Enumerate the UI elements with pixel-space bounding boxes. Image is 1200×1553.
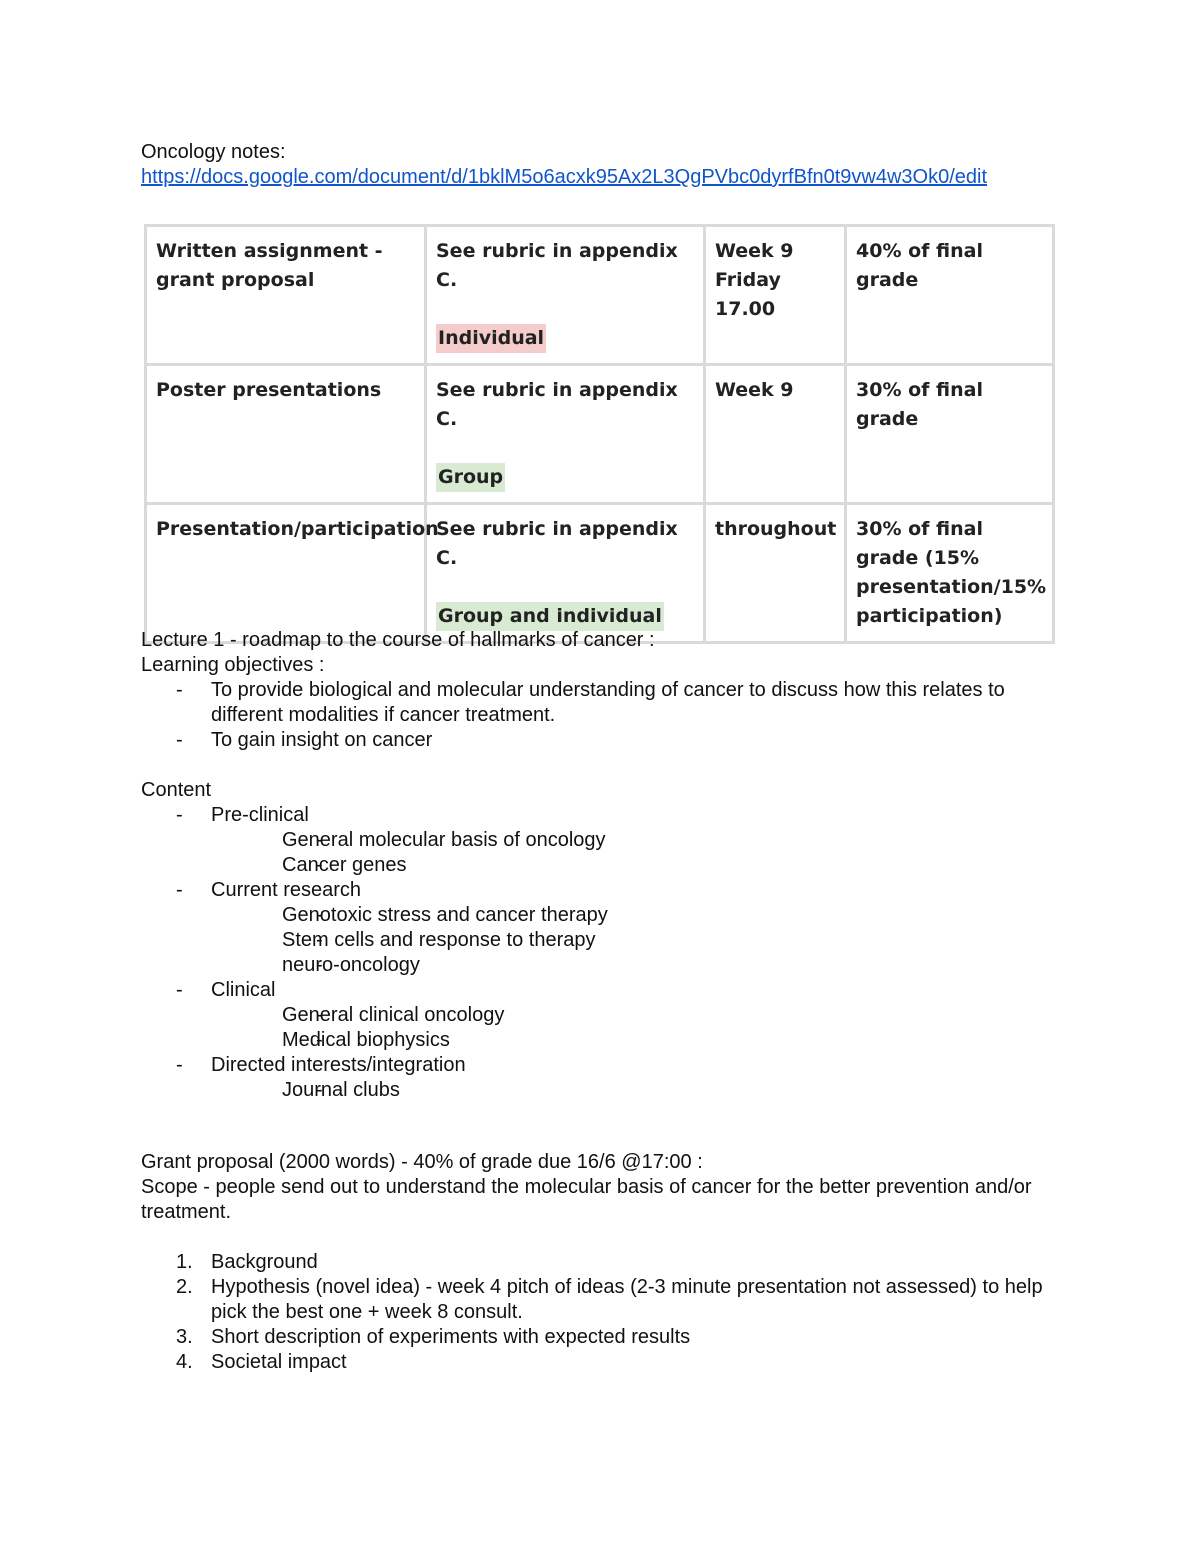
list-item: - To gain insight on cancer — [141, 728, 1071, 753]
sub-list — [211, 903, 1071, 978]
step-number: 2. — [176, 1276, 193, 1298]
content-list — [141, 803, 1071, 1103]
content-section — [141, 778, 1071, 1103]
assessment-type-badge: Individual — [436, 324, 546, 353]
list-item — [141, 803, 1071, 878]
content-group-title: Clinical — [211, 979, 276, 1001]
table-row — [146, 226, 1054, 365]
list-item: - Stem cells and response to therapy — [211, 928, 1071, 953]
list-item: - Medical biophysics — [211, 1028, 1071, 1053]
lecture-heading: Lecture 1 - roadmap to the course of hallmarks of cancer : — [141, 629, 655, 651]
list-item — [141, 878, 1071, 978]
grant-heading: Grant proposal (2000 words) - 40% of grade due 16/6 @17:00 : — [141, 1151, 703, 1173]
task-cell: Poster presentations — [146, 365, 426, 504]
rubric-text: See rubric in appendix C. — [436, 240, 678, 291]
list-item: - To provide biological and molecular understanding of cancer to discuss how this relates to different modalities if cancer treatment. — [141, 678, 1051, 728]
grant-section — [141, 1150, 1071, 1375]
list-item — [141, 1275, 1051, 1325]
assessment-type-badge: Group — [436, 463, 505, 492]
content-group-title: Directed interests/integration — [211, 1054, 466, 1076]
step-number: 1. — [176, 1251, 193, 1273]
list-item — [141, 978, 1071, 1053]
deadline-cell: throughout — [705, 504, 846, 643]
rubric-cell — [426, 504, 705, 643]
list-item — [141, 1350, 1071, 1375]
list-item: - Cancer genes — [211, 853, 1071, 878]
document-title: Oncology notes: — [141, 141, 286, 163]
grant-steps-list — [141, 1250, 1071, 1375]
sub-list — [211, 1003, 1071, 1053]
list-item — [141, 1250, 1071, 1275]
content-label: Content — [141, 779, 212, 801]
weight-cell: 30% of final grade — [846, 365, 1054, 504]
sub-list — [211, 1078, 1071, 1103]
table-row — [146, 365, 1054, 504]
lecture-section — [141, 628, 1071, 753]
list-item — [141, 1053, 1071, 1103]
content-group-title: Pre-clinical — [211, 804, 309, 826]
weight-cell: 40% of final grade — [846, 226, 1054, 365]
list-item: - Genotoxic stress and cancer therapy — [211, 903, 1071, 928]
rubric-text: See rubric in appendix C. — [436, 379, 678, 430]
google-docs-link[interactable]: https://docs.google.com/document/d/1bklM5o6acxk95Ax2L3QgPVbc0dyrfBfn0t9vw4w3Ok0/edit — [141, 166, 988, 188]
document-header — [141, 140, 1061, 190]
objectives-list — [141, 678, 1071, 753]
list-item: - neuro-oncology — [211, 953, 1071, 978]
task-cell: Written assignment - grant proposal — [146, 226, 426, 365]
step-text: Short description of experiments with expected results — [211, 1326, 691, 1348]
content-group-title: Current research — [211, 879, 362, 901]
list-item: - General molecular basis of oncology — [211, 828, 1071, 853]
grant-scope: Scope - people send out to understand the molecular basis of cancer for the better prevention and/or treatment. — [141, 1176, 1032, 1223]
objectives-label: Learning objectives : — [141, 654, 325, 676]
task-cell: Presentation/participation — [146, 504, 426, 643]
list-item: - General clinical oncology — [211, 1003, 1071, 1028]
deadline-cell: Week 9 Friday 17.00 — [705, 226, 846, 365]
assessment-type-badge: Group and individual — [436, 602, 664, 631]
rubric-text: See rubric in appendix C. — [436, 518, 678, 569]
assessment-table — [144, 224, 1055, 644]
weight-cell: 30% of final grade (15% presentation/15% participation) — [846, 504, 1054, 643]
step-number: 3. — [176, 1326, 193, 1348]
step-text: Background — [211, 1251, 318, 1273]
step-text: Societal impact — [211, 1351, 347, 1373]
list-item: - Journal clubs — [211, 1078, 1071, 1103]
rubric-cell — [426, 365, 705, 504]
sub-list — [211, 828, 1071, 878]
list-item — [141, 1325, 1071, 1350]
rubric-cell — [426, 226, 705, 365]
deadline-cell: Week 9 — [705, 365, 846, 504]
table-row — [146, 504, 1054, 643]
step-text: Hypothesis (novel idea) - week 4 pitch of ideas (2-3 minute presentation not assessed) to help pick the best one + week 8 consult. — [211, 1276, 1043, 1323]
step-number: 4. — [176, 1351, 193, 1373]
